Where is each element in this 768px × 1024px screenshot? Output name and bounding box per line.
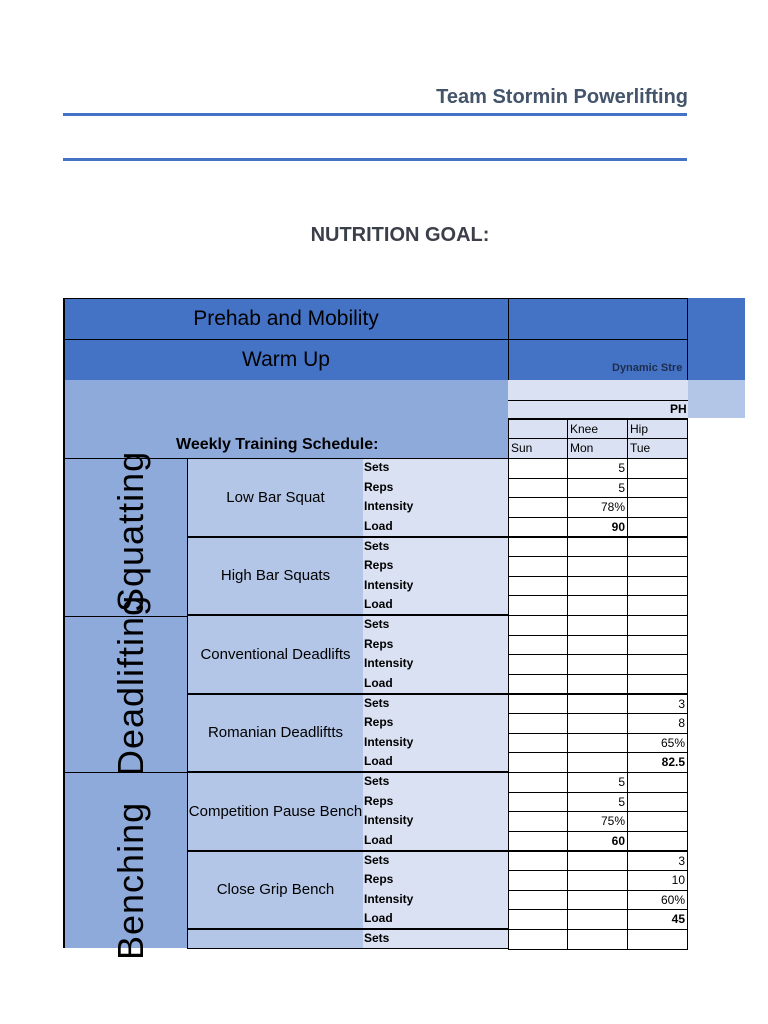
day-name-mon: Mon [567, 438, 628, 459]
schedule-cell[interactable] [508, 733, 568, 754]
exercise-name: Low Bar Squat [187, 458, 364, 537]
schedule-cell[interactable]: 5 [567, 458, 628, 479]
nutrition-goal-heading: NUTRITION GOAL: [310, 224, 490, 246]
schedule-cell[interactable] [508, 517, 568, 538]
schedule-cell[interactable]: 5 [567, 478, 628, 499]
schedule-cell[interactable] [508, 929, 568, 950]
schedule-cell[interactable] [567, 713, 628, 734]
schedule-cell[interactable] [508, 752, 568, 773]
schedule-cell[interactable] [508, 556, 568, 577]
exercise-name [187, 929, 364, 949]
schedule-cell[interactable]: 5 [567, 772, 628, 793]
schedule-cell[interactable]: 65% [627, 733, 688, 754]
schedule-cell[interactable] [627, 615, 688, 636]
header-rule-top [63, 113, 687, 116]
schedule-cell[interactable] [567, 654, 628, 675]
param-label: Intensity [364, 656, 414, 671]
schedule-cell[interactable] [567, 909, 628, 930]
param-label: Sets [364, 617, 390, 631]
schedule-cell[interactable] [567, 615, 628, 636]
schedule-cell[interactable] [508, 694, 568, 715]
schedule-cell[interactable] [627, 595, 688, 616]
schedule-cell[interactable] [508, 870, 568, 891]
schedule-cell[interactable]: 3 [627, 694, 688, 715]
schedule-cell[interactable] [567, 733, 628, 754]
schedule-cell[interactable] [508, 909, 568, 930]
param-label: Intensity [364, 499, 414, 514]
schedule-cell[interactable] [508, 497, 568, 518]
schedule-cell[interactable] [627, 929, 688, 950]
page-title: Team Stormin Powerlifting [436, 86, 688, 108]
exercise-name: Competition Pause Bench [187, 772, 364, 851]
schedule-cell[interactable] [567, 674, 628, 695]
schedule-cell[interactable] [508, 851, 568, 872]
schedule-cell[interactable] [508, 811, 568, 832]
exercise-name: Romanian Deadliftts [187, 694, 364, 773]
day-name-tue: Tue [627, 438, 688, 459]
schedule-cell[interactable]: 10 [627, 870, 688, 891]
day-name-sun: Sun [508, 438, 568, 459]
schedule-cell[interactable] [627, 517, 688, 538]
category-deadlifting-label: Deadlifting [110, 594, 151, 776]
param-label: Reps [364, 715, 394, 730]
param-label: Intensity [364, 891, 414, 906]
param-label: Sets [364, 852, 390, 867]
schedule-cell[interactable] [508, 635, 568, 656]
exercise-name: Close Grip Bench [187, 851, 364, 930]
param-label: Reps [364, 558, 394, 573]
schedule-cell[interactable] [567, 635, 628, 656]
schedule-cell[interactable] [567, 595, 628, 616]
schedule-cell[interactable] [627, 478, 688, 499]
param-label: Reps [364, 793, 394, 808]
exercise-name: High Bar Squats [187, 537, 364, 616]
schedule-cell[interactable] [627, 772, 688, 793]
category-benching-label: Benching [110, 801, 151, 960]
param-label: Load [364, 832, 393, 847]
header-rule-bottom [63, 158, 687, 161]
schedule-cell[interactable]: 75% [567, 811, 628, 832]
param-label: Sets [364, 774, 390, 788]
schedule-cell[interactable] [567, 556, 628, 577]
schedule-cell[interactable] [508, 537, 568, 558]
prehab-mobility-value [508, 298, 688, 340]
schedule-cell[interactable] [627, 458, 688, 479]
schedule-cell[interactable]: 45 [627, 909, 688, 930]
schedule-cell[interactable] [627, 654, 688, 675]
table-left-border [63, 298, 65, 948]
schedule-cell[interactable] [627, 674, 688, 695]
schedule-cell[interactable] [508, 458, 568, 479]
weekly-training-label: Weekly Training Schedule: [176, 436, 379, 453]
schedule-cell[interactable] [508, 576, 568, 597]
day-focus-sun [508, 419, 568, 439]
param-label: Load [364, 754, 393, 769]
schedule-cell[interactable]: 3 [627, 851, 688, 872]
param-label: Load [364, 597, 393, 612]
warm-up-note: Dynamic Stre [612, 362, 683, 374]
schedule-cell[interactable] [567, 851, 628, 872]
schedule-cell[interactable] [508, 674, 568, 695]
schedule-cell[interactable] [627, 811, 688, 832]
exercise-name: Conventional Deadlifts [187, 615, 364, 694]
param-label: Sets [364, 931, 390, 945]
param-label: Intensity [364, 577, 414, 592]
warm-up-header: Warm Up [63, 339, 509, 381]
schedule-cell[interactable]: 60% [627, 890, 688, 911]
schedule-cell[interactable] [567, 537, 628, 558]
param-label: Load [364, 518, 393, 533]
schedule-cell[interactable] [508, 890, 568, 911]
schedule-cell[interactable] [508, 615, 568, 636]
category-squatting-label: Squatting [110, 450, 151, 612]
schedule-cell[interactable]: 5 [567, 792, 628, 813]
schedule-cell[interactable] [627, 556, 688, 577]
prehab-mobility-header: Prehab and Mobility [63, 298, 509, 340]
warm-up-value [508, 339, 688, 381]
schedule-cell[interactable] [627, 537, 688, 558]
schedule-cell[interactable] [567, 870, 628, 891]
day-focus-mon: Knee [567, 419, 628, 439]
schedule-cell[interactable] [627, 831, 688, 852]
param-label: Sets [364, 538, 390, 553]
schedule-cell[interactable] [508, 772, 568, 793]
param-label: Sets [364, 695, 390, 710]
schedule-cell[interactable]: 82.5 [627, 752, 688, 773]
schedule-cell[interactable] [567, 576, 628, 597]
schedule-cell[interactable] [567, 929, 628, 950]
param-label: Load [364, 675, 393, 690]
schedule-cell[interactable] [627, 635, 688, 656]
schedule-cell[interactable]: 90 [567, 517, 628, 538]
param-label: Intensity [364, 813, 414, 828]
phase-label: PH [670, 402, 687, 416]
param-label: Reps [364, 479, 394, 494]
schedule-cell[interactable] [508, 595, 568, 616]
schedule-cell[interactable] [567, 694, 628, 715]
schedule-cell[interactable] [627, 792, 688, 813]
param-label: Reps [364, 872, 394, 887]
param-label: Reps [364, 636, 394, 651]
schedule-cell[interactable] [508, 792, 568, 813]
schedule-cell[interactable] [567, 752, 628, 773]
schedule-cell[interactable] [627, 576, 688, 597]
schedule-cell[interactable] [508, 713, 568, 734]
schedule-cell[interactable]: 78% [567, 497, 628, 518]
schedule-cell[interactable] [508, 831, 568, 852]
schedule-cell[interactable] [627, 497, 688, 518]
schedule-cell[interactable] [508, 654, 568, 675]
schedule-cell[interactable]: 60 [567, 831, 628, 852]
param-label: Sets [364, 460, 390, 474]
param-label: Intensity [364, 734, 414, 749]
phase-row [508, 400, 688, 419]
schedule-cell[interactable]: 8 [627, 713, 688, 734]
schedule-cell[interactable] [567, 890, 628, 911]
param-label: Load [364, 911, 393, 926]
schedule-cell[interactable] [508, 478, 568, 499]
phase-blank-row [508, 380, 688, 400]
day-focus-tue: Hip [627, 419, 688, 439]
